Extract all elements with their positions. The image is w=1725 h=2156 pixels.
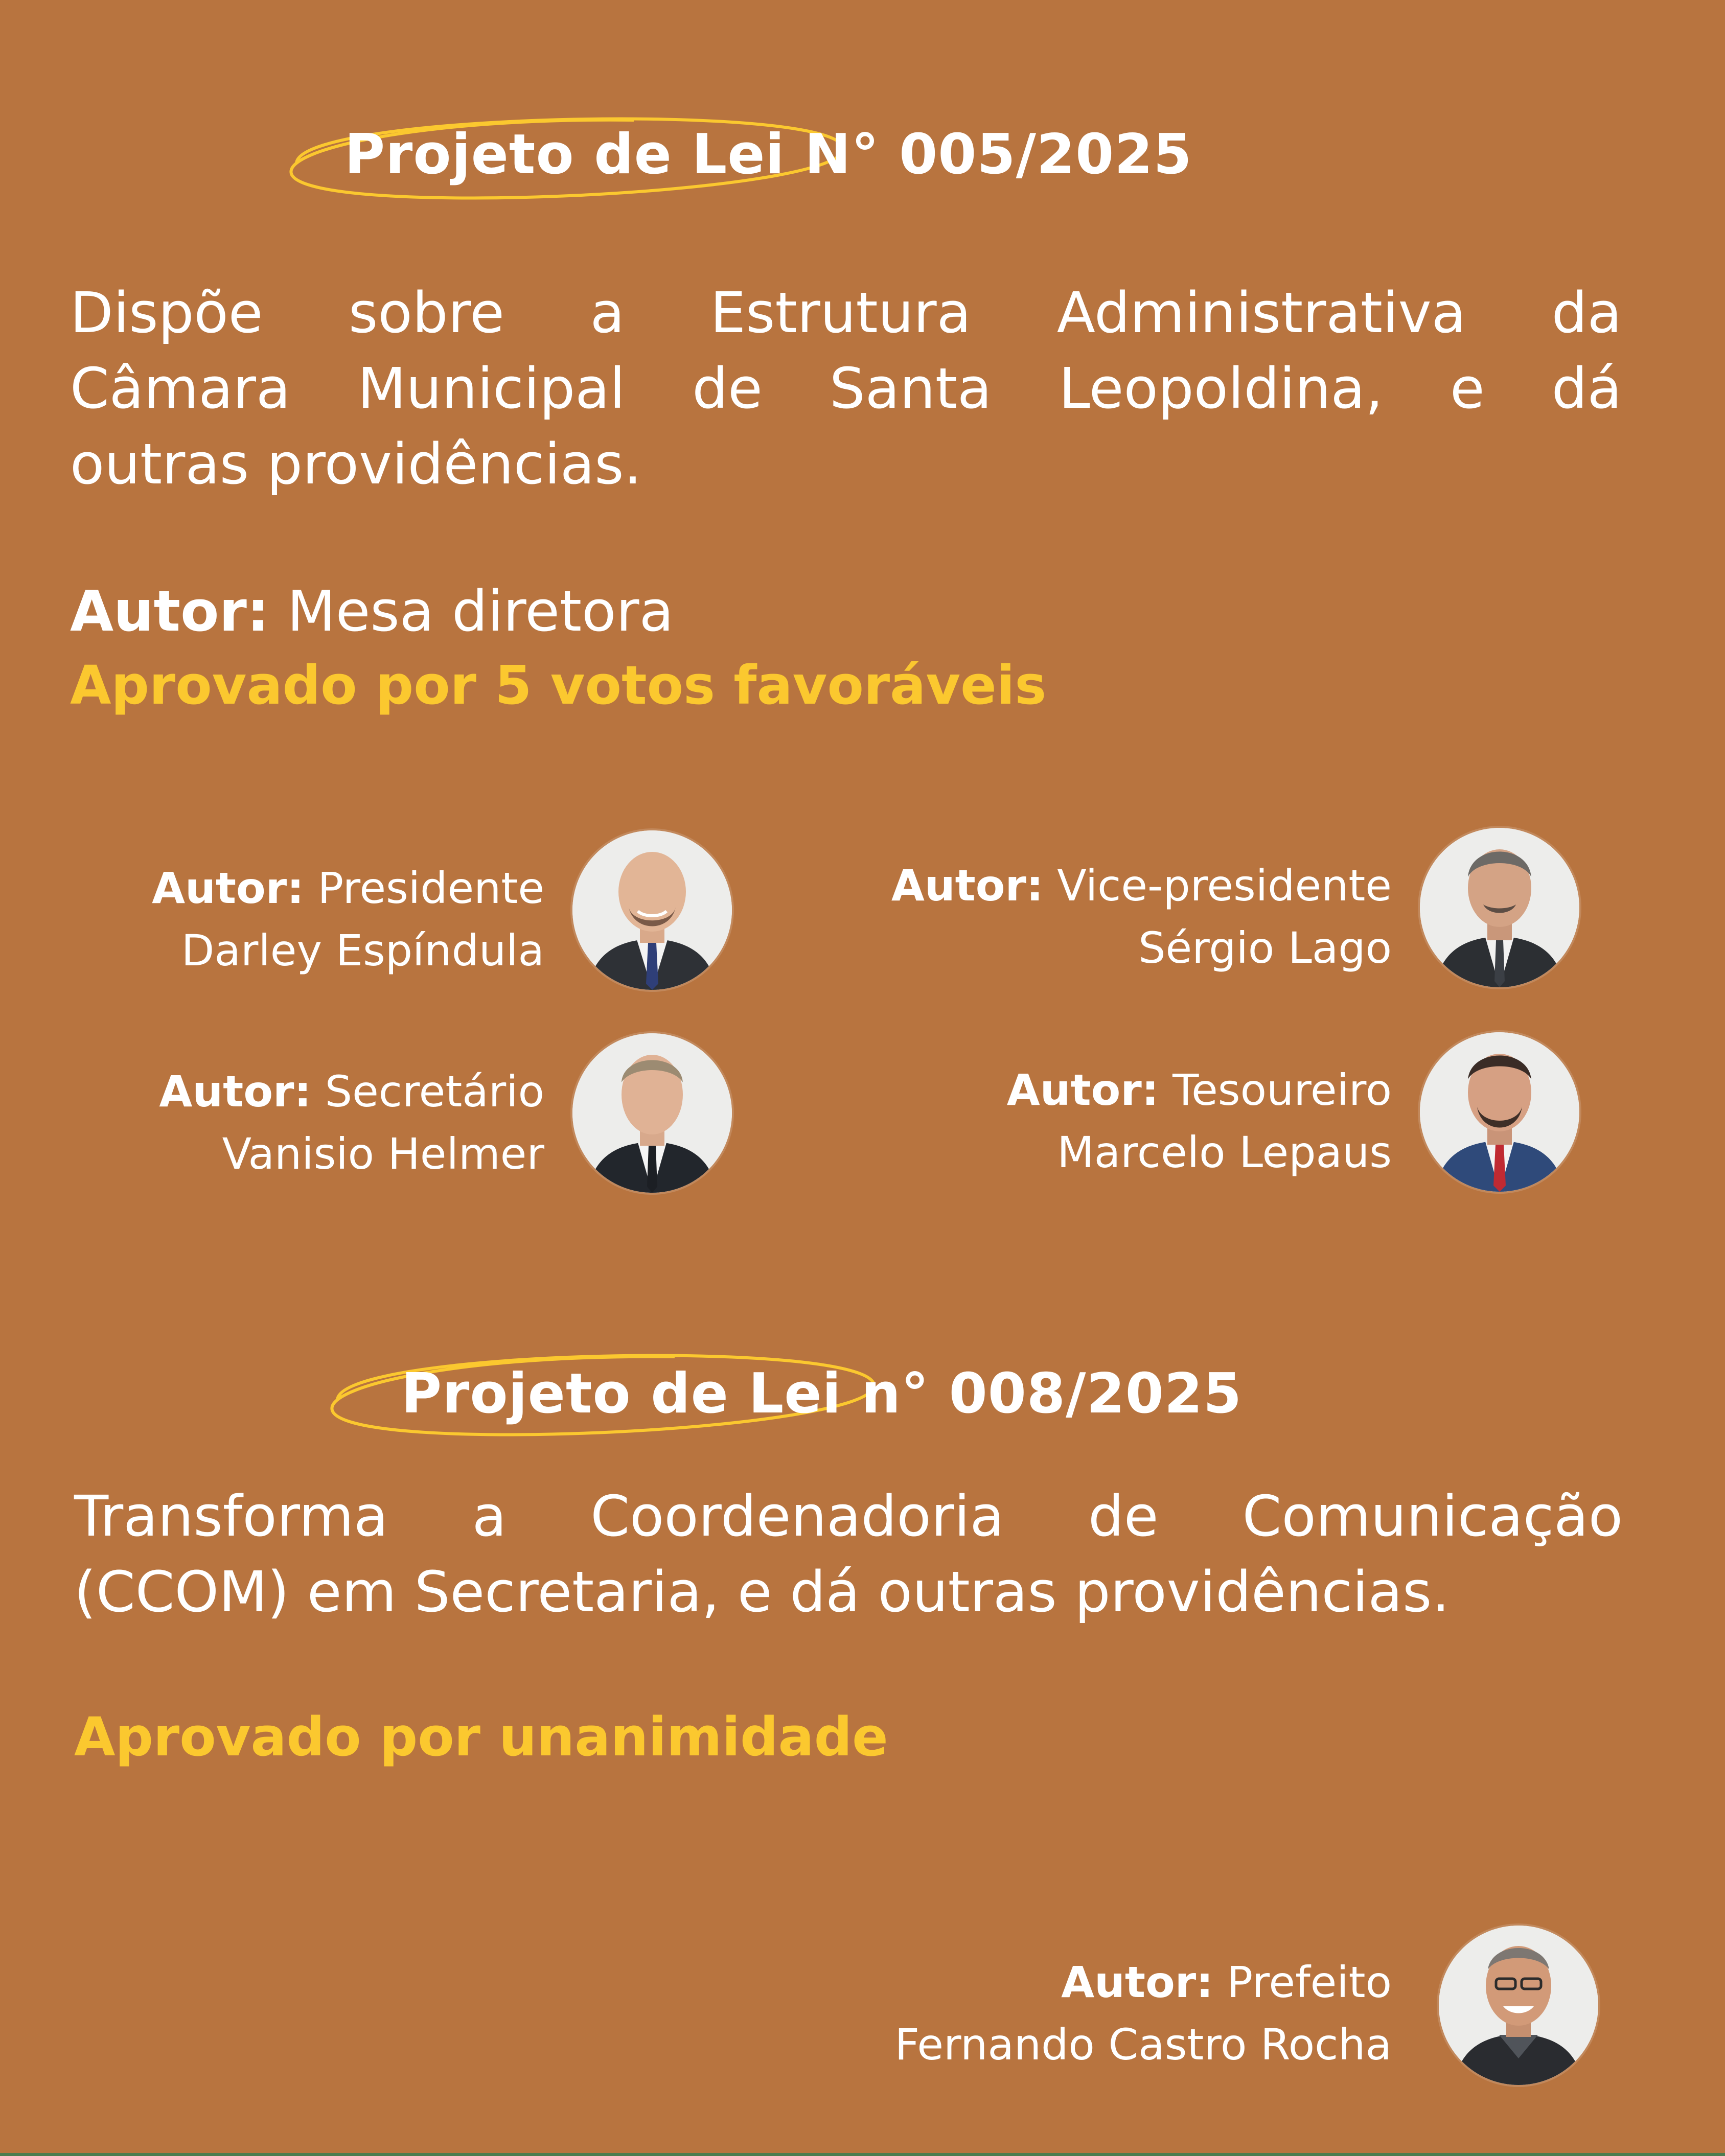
- member-author-label: Autor:: [891, 861, 1044, 911]
- member-author-label: Autor:: [159, 1067, 312, 1117]
- project-2-result: Aprovado por unanimidade: [74, 1706, 888, 1768]
- project-1-title: Projeto de Lei N° 005/2025: [344, 123, 1192, 187]
- member-author-label: Autor:: [1061, 1957, 1213, 2007]
- member-role: Presidente: [304, 863, 544, 913]
- project-2-desc-line-2: (CCOM) em Secretaria, e dá outras providências.: [74, 1559, 1450, 1625]
- member-name: Vanisio Helmer: [222, 1129, 544, 1179]
- project-1-desc-line-3: outras providências.: [70, 431, 642, 497]
- member-name: Marcelo Lepaus: [1057, 1127, 1392, 1177]
- member-role: Tesoureiro: [1159, 1065, 1392, 1115]
- project-1-author-label: Autor:: [70, 578, 269, 644]
- bottom-accent-bar: [0, 2153, 1725, 2156]
- avatar-prefeito: [1439, 1926, 1598, 2085]
- project-2-title: Projeto de Lei n° 008/2025: [401, 1362, 1243, 1426]
- member-role: Secretário: [311, 1067, 544, 1117]
- member-card-prefeito: [895, 1951, 1392, 2076]
- member-author-label: Autor:: [1006, 1065, 1159, 1115]
- project-1-result: Aprovado por 5 votos favoráveis: [70, 654, 1047, 716]
- member-role: Prefeito: [1213, 1957, 1392, 2007]
- member-card-tesoureiro: [1007, 1059, 1392, 1184]
- project-2-desc-line-1: Transforma a Coordenadoria de Comunicação: [74, 1483, 1623, 1549]
- member-name: Sérgio Lago: [1138, 923, 1392, 973]
- member-name: Darley Espíndula: [181, 925, 544, 976]
- member-author-label: Autor:: [152, 863, 304, 913]
- member-role: Vice-presidente: [1043, 861, 1392, 911]
- avatar-tesoureiro: [1420, 1032, 1579, 1192]
- member-card-vice-presidente: [891, 854, 1392, 979]
- avatar-presidente: [572, 830, 732, 990]
- avatar-vice-presidente: [1420, 828, 1579, 987]
- member-card-presidente: [152, 857, 544, 982]
- member-card-secretario: [159, 1060, 544, 1185]
- project-2-description: [74, 1478, 1623, 1630]
- project-1-description: [70, 275, 1622, 502]
- project-1-desc-line-2: Câmara Municipal de Santa Leopoldina, e dá: [70, 356, 1622, 421]
- project-1-author: [70, 575, 674, 647]
- member-name: Fernando Castro Rocha: [894, 2020, 1392, 2070]
- project-1-author-value: Mesa diretora: [269, 578, 674, 644]
- avatar-secretario: [572, 1033, 732, 1193]
- project-1-desc-line-1: Dispõe sobre a Estrutura Administrativa da: [70, 280, 1622, 345]
